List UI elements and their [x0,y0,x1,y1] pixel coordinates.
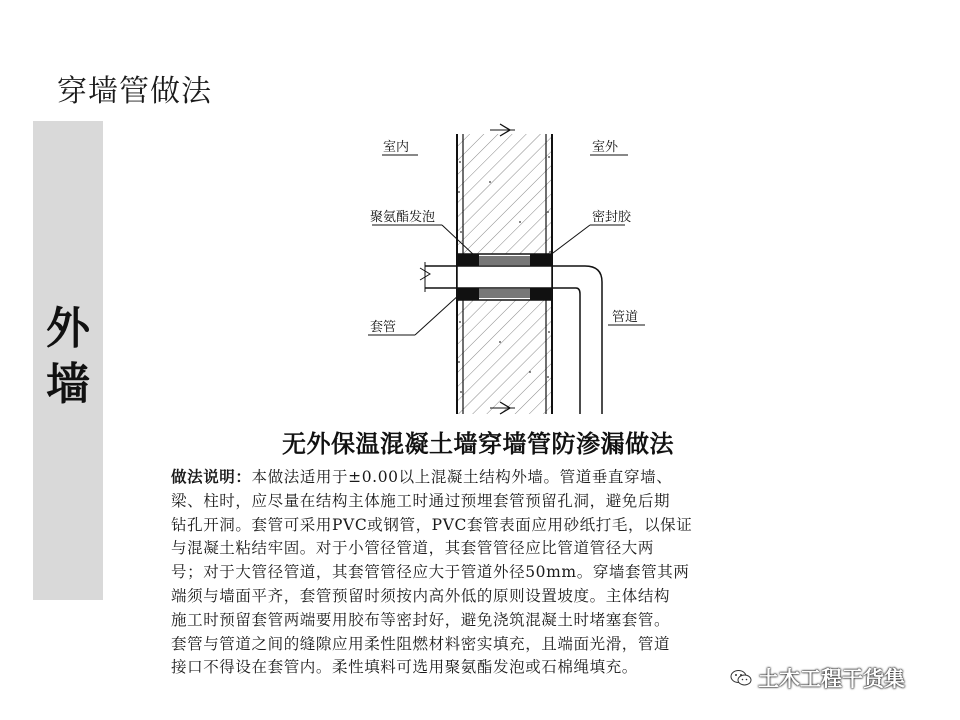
description-line-4: 与混凝土粘结牢固。对于小管径管道，其套管管径应比管道管径大两 [171,539,655,558]
figure-caption: 无外保温混凝土墙穿墙管防渗漏做法 [282,430,674,458]
label-pipe: 管道 [612,310,639,325]
label-foam: 聚氨酯发泡 [370,210,436,225]
label-outdoor: 室外 [592,140,619,155]
side-label-char-1: 外 [46,303,90,354]
wechat-icon [730,669,752,687]
description-line-9: 接口不得设在套管内。柔性填料可选用聚氨酯发泡或石棉绳填充。 [171,658,638,677]
watermark-text: 土木工程干货集 [758,667,905,691]
side-label-char-2: 墙 [46,359,90,410]
description-line-1 [171,466,843,490]
wall-pipe-diagram [340,122,680,417]
slide-title: 穿墙管做法 [57,74,212,109]
diagram-svg [340,122,680,417]
description-line-3: 钻孔开洞。套管可采用PVC或钢管，PVC套管表面应用砂纸打毛，以保证 [171,515,693,534]
description-line-8: 套管与管道之间的缝隙应用柔性阻燃材料密实填充，且端面光滑，管道 [171,634,671,653]
label-indoor: 室内 [383,140,410,155]
label-sleeve: 套管 [370,320,397,335]
description-text [171,466,843,680]
description-line-1-text: 本做法适用于±0.00以上混凝土结构外墙。管道垂直穿墙、 [251,468,673,486]
side-panel [33,121,103,600]
label-sealant: 密封胶 [592,210,632,225]
description-line-6: 端须与墙面平齐，套管预留时须按内高外低的原则设置坡度。主体结构 [171,586,671,605]
description-line-5: 号；对于大管径管道，其套管管径应大于管道外径50mm。穿墙套管其两 [171,563,690,582]
description-line-7: 施工时预留套管两端要用胶布等密封好，避免浇筑混凝土时堵塞套管。 [171,610,671,629]
description-line-2: 梁、柱时，应尽量在结构主体施工时通过预埋套管预留孔洞，避免后期 [171,491,671,510]
watermark [730,665,905,691]
description-lead: 做法说明： [171,468,252,486]
side-label [33,301,103,413]
